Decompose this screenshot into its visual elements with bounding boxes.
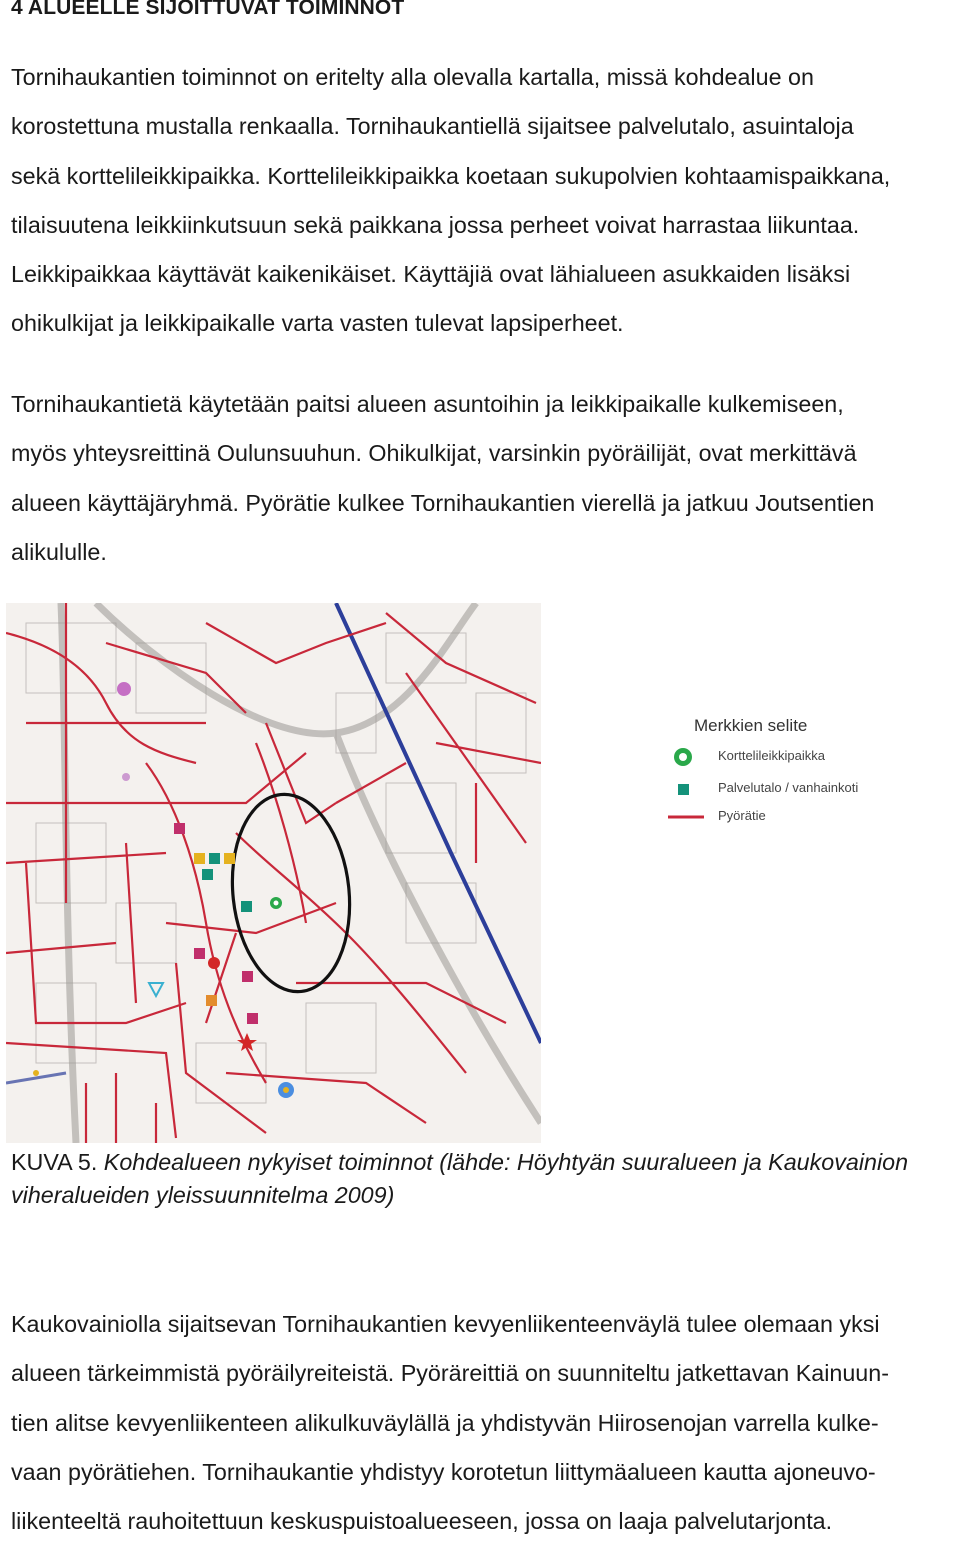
legend-title: Merkkien selite — [694, 716, 808, 735]
legend-label: Korttelileikkipaikka — [718, 748, 825, 763]
text-line: Leikkipaikkaa käyttävät kaikenikäiset. Käyttäjiä ovat lähialueen asukkaiden lisäksi — [11, 261, 851, 288]
caption-number: KUVA 5. — [11, 1149, 98, 1175]
text-line: korostettuna mustalla renkaalla. Tornihaukantiellä sijaitsee palvelutalo, asuintaloja — [11, 113, 854, 140]
text-line: liikenteeltä rauhoitettuun keskuspuistoalueeseen, jossa on laaja palvelutarjonta. — [11, 1508, 833, 1535]
figure-caption — [11, 1146, 956, 1212]
text-line: Tornihaukantien toiminnot on eritelty alla olevalla kartalla, missä kohdealue on — [11, 64, 814, 90]
area-map — [6, 603, 541, 1143]
map-graphic — [6, 603, 541, 1143]
green-circle-icon — [668, 746, 698, 768]
text-line: tien alitse kevyenliikenteen alikulkuväylällä ja yhdistyvän Hiirosenojan varrella kulke- — [11, 1409, 879, 1436]
legend-item — [664, 806, 904, 828]
section-heading: 4 ALUEELLE SIJOITTUVAT TOIMINNOT — [11, 0, 405, 19]
map-legend — [664, 712, 904, 842]
text-line: ohikulkijat ja leikkipaikalle varta vasten tulevat lapsiperheet. — [11, 310, 624, 337]
teal-square-icon — [668, 778, 698, 800]
text-line: alikululle. — [11, 538, 107, 565]
text-line: alueen käyttäjäryhmä. Pyörätie kulkee Tornihaukantien vierellä ja jatkuu Joutsentien — [11, 489, 875, 516]
paragraph-intro — [11, 53, 956, 349]
legend-item — [664, 746, 904, 768]
legend-label: Pyörätie — [718, 808, 766, 823]
text-line: Kaukovainiolla sijaitsevan Tornihaukantien kevyenliikenteenväylä tulee olemaan yksi — [11, 1311, 880, 1337]
legend-item — [664, 778, 904, 800]
paragraph-cycling-route — [11, 1300, 956, 1546]
text-line: myös yhteysreittinä Oulunsuuhun. Ohikulkijat, varsinkin pyöräilijät, ovat merkittävä — [11, 440, 857, 467]
caption-text: Kohdealueen nykyiset toiminnot (lähde: Höyhtyän suuralueen ja Kaukovainion viheralueiden yleissuunnitelma 2009) — [11, 1149, 909, 1208]
text-line: alueen tärkeimmistä pyöräilyreiteistä. Pyöräreittiä on suunniteltu jatkettavan Kainuun- — [11, 1360, 889, 1387]
paragraph-usage — [11, 380, 956, 577]
legend-label: Palvelutalo / vanhainkoti — [718, 780, 859, 795]
text-line: sekä korttelileikkipaikka. Korttelileikkipaikka koetaan sukupolvien kohtaamispaikkana, — [11, 162, 891, 189]
text-line: Tornihaukantietä käytetään paitsi alueen asuntoihin ja leikkipaikalle kulkemiseen, — [11, 391, 844, 417]
text-line: tilaisuutena leikkiinkutsuun sekä paikkana jossa perheet voivat harrastaa liikuntaa. — [11, 211, 860, 238]
red-line-icon — [664, 806, 704, 828]
text-line: vaan pyörätiehen. Tornihaukantie yhdistyy korotetun liittymäalueen kautta ajoneuvo- — [11, 1458, 876, 1485]
